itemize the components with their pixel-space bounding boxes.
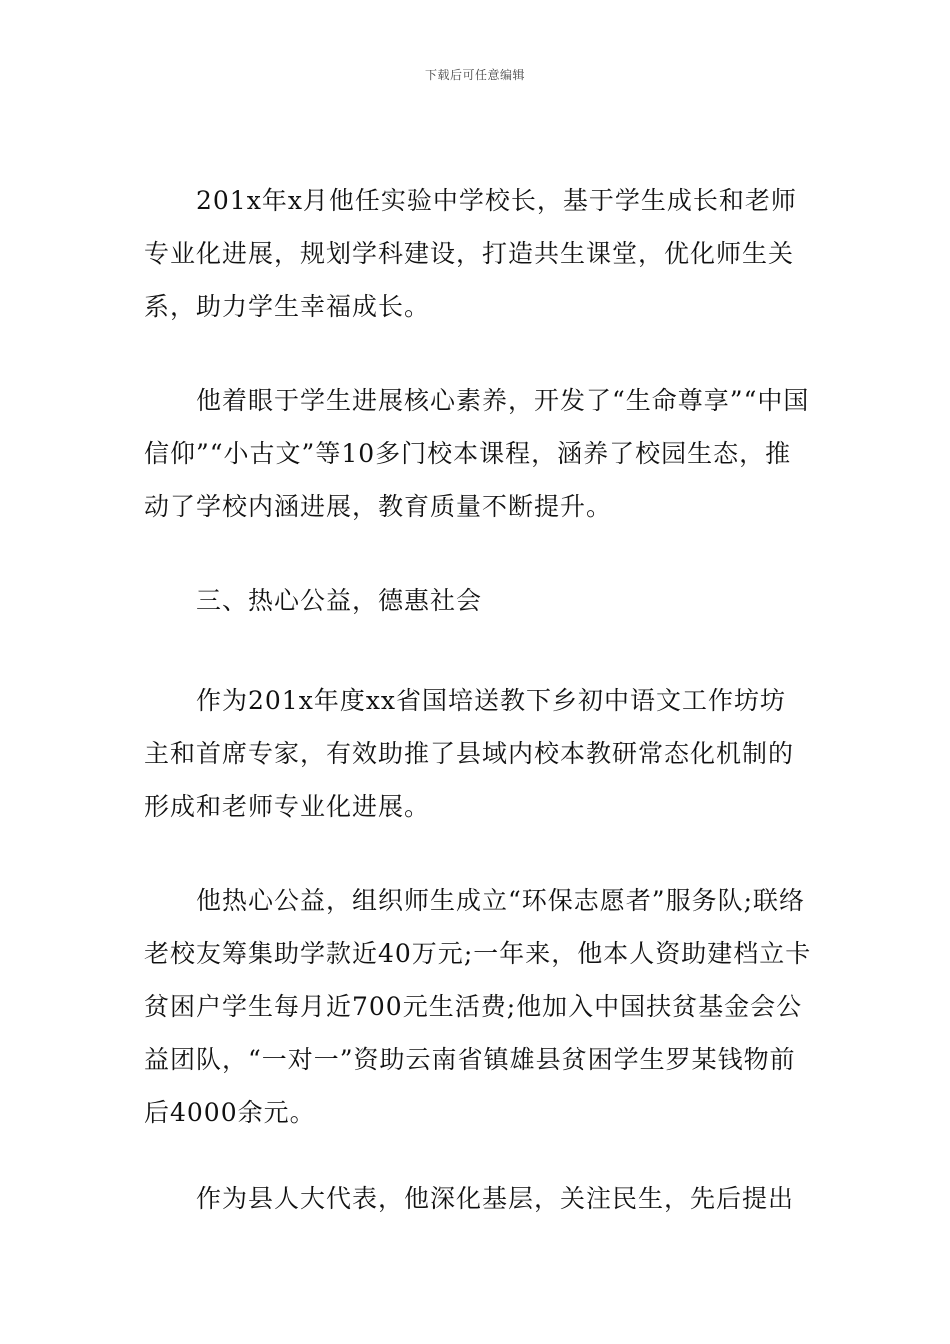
paragraph-charity-work: 他热心公益，组织师生成立“环保志愿者”服务队;联络老校友筹集助学款近40万元;一年来，他本人资助建档立卡贫困户学生每月近700元生活费;他加入中国扶贫基金会公益团队，“一对一”资助云南省镇雄县贫困学生罗某钱物前后4000余元。 [144, 886, 812, 1127]
paragraph-school-curriculum: 他着眼于学生进展核心素养，开发了“生命尊享”“中国信仰”“小古文”等10多门校本课程，涵养了校园生态，推动了学校内涵进展，教育质量不断提升。 [144, 386, 810, 521]
paragraph-workshop-expert: 作为201x年度xx省国培送教下乡初中语文工作坊坊主和首席专家，有效助推了县域内校本教研常态化机制的形成和老师专业化进展。 [144, 686, 795, 821]
page-header: 下载后可任意编辑 [424, 68, 525, 82]
paragraph-principal-appointment: 201x年x月他任实验中学校长，基于学生成长和老师专业化进展，规划学科建设，打造共生课堂，优化师生关系，助力学生幸福成长。 [144, 186, 797, 321]
section-heading-public-welfare: 三、热心公益，德惠社会 [196, 586, 483, 615]
paragraph-peoples-congress: 作为县人大代表，他深化基层，关注民生，先后提出 [196, 1184, 795, 1213]
